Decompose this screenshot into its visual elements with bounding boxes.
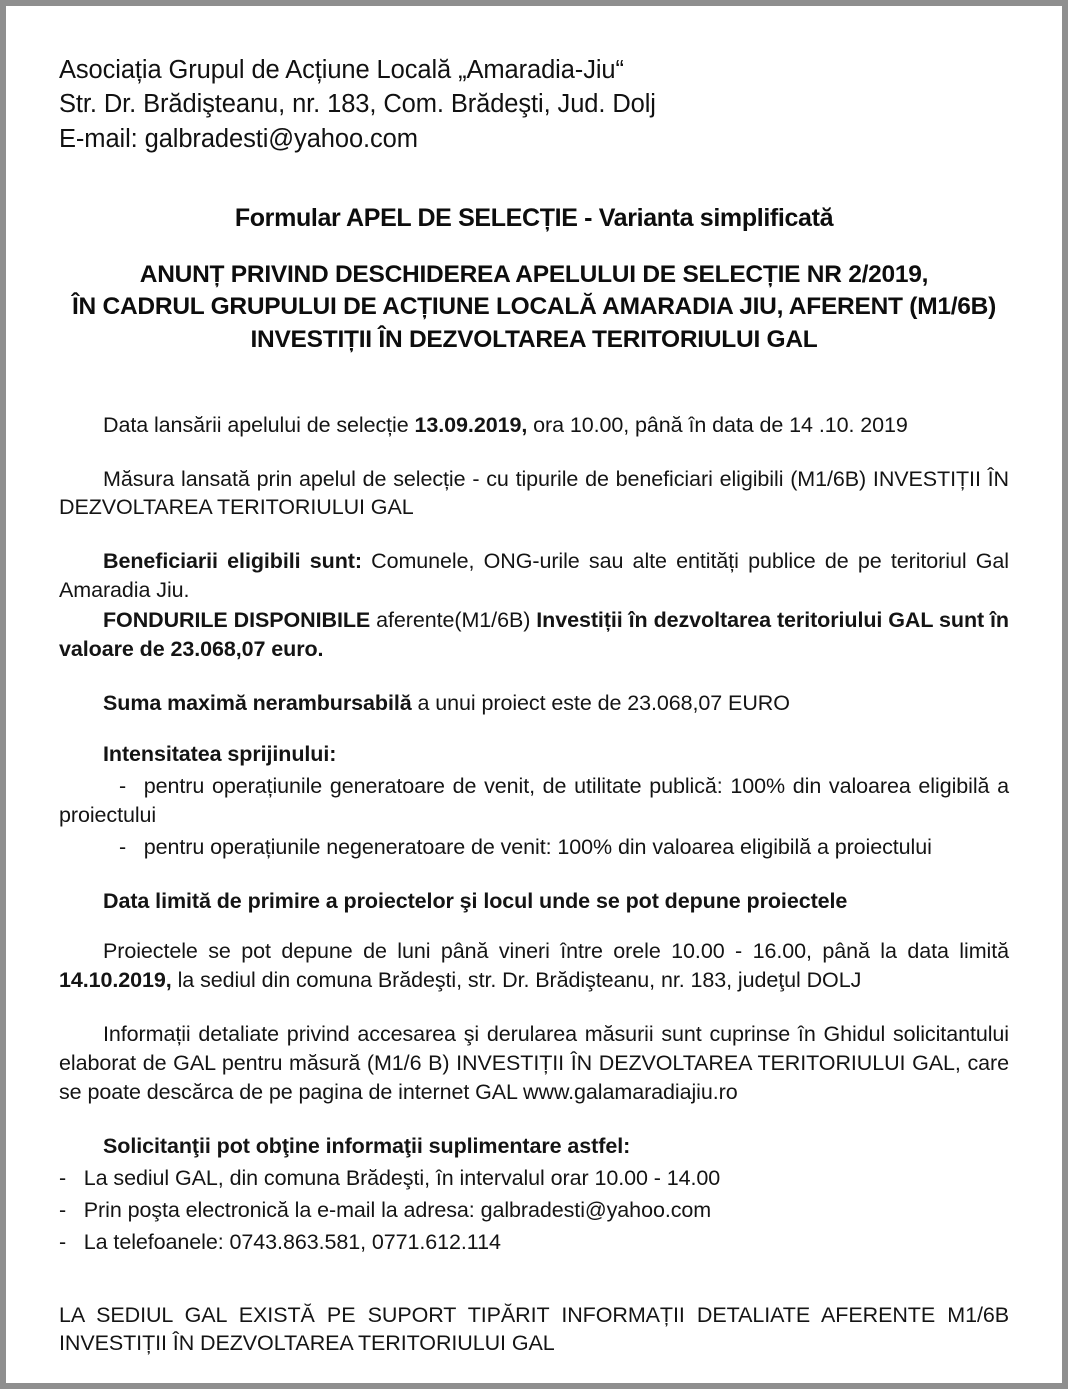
- intensity-heading: [59, 740, 1009, 769]
- letterhead-email: E-mail: galbradesti@yahoo.com: [59, 124, 418, 153]
- launch-date-paragraph: [59, 411, 1009, 440]
- launch-date-value: 13.09.2019,: [414, 412, 528, 437]
- deadline-paragraph: [59, 937, 1009, 995]
- beneficiaries-paragraph: [59, 547, 1009, 605]
- dash-bullet-icon: -: [119, 773, 127, 798]
- intensity-item-2-text: pentru operațiunile negeneratoare de venit: 100% din valoarea eligibilă a proiectului: [143, 834, 932, 859]
- beneficiaries-text: Comunele, ONG-urile sau alte entități publice de pe teritoriul Gal Amaradia Jiu.: [59, 549, 1009, 603]
- contact-item-1-text: La sediul GAL, din comuna Brădeşti, în intervalul orar 10.00 - 14.00: [83, 1165, 721, 1190]
- launch-date-prefix: Data lansării apelului de selecție: [103, 412, 415, 437]
- letterhead: [59, 53, 1009, 156]
- funds-middle: aferente(M1/6B): [370, 608, 537, 633]
- launch-date-suffix: ora 10.00, până în data de 14 .10. 2019: [527, 412, 908, 437]
- intensity-heading-text: Intensitatea sprijinului:: [103, 741, 337, 766]
- measure-paragraph: Măsura lansată prin apelul de selecție - cu tipurile de beneficiari eligibili (M1/6B) INVESTIȚII ÎN DEZVOLTAREA TERITORIULUI GAL: [59, 466, 1009, 520]
- details-paragraph: Informații detaliate privind accesarea şi derularea măsurii sunt cuprinse în Ghidul solicitantului elaborat de GAL pentru măsură (M1/6 B) INVESTIȚII ÎN DEZVOLTAREA TERITORIULUI GAL, care se poate descărca de pe pagina de internet GAL www.galamaradiajiu.ro: [59, 1022, 1009, 1105]
- dash-bullet-icon: -: [119, 834, 127, 859]
- max-amount-text: a unui proiect este de 23.068,07 EURO: [411, 690, 790, 715]
- intensity-item-1: [59, 772, 1009, 830]
- document-subtitle: [59, 259, 1009, 357]
- contact-item-1: [59, 1164, 1009, 1193]
- deadline-suffix: la sediul din comuna Brădeşti, str. Dr. Brădişteanu, nr. 183, judeţul DOLJ: [171, 968, 862, 993]
- dash-bullet-icon: -: [59, 1165, 67, 1190]
- deadline-prefix: Proiectele se pot depune de luni până vineri între orele 10.00 - 16.00, până la data limită: [103, 939, 1009, 964]
- max-amount-label: Suma maximă nerambursabilă: [103, 690, 412, 715]
- contact-item-3: [59, 1228, 1009, 1257]
- intensity-item-2: [59, 833, 1009, 862]
- contact-heading-text: Solicitanţii pot obţine informaţii suplimentare astfel:: [103, 1133, 631, 1158]
- letterhead-organization: Asociația Grupul de Acțiune Locală „Amaradia-Jiu“: [59, 56, 624, 84]
- funds-value: Investiții în dezvoltarea teritoriului GAL sunt în valoare de 23.068,07 euro.: [59, 608, 1009, 662]
- deadline-heading-text: Data limită de primire a proiectelor şi locul unde se pot depune proiectele: [103, 888, 848, 913]
- intensity-item-1-text: pentru operațiunile generatoare de venit, de utilitate publică: 100% din valoarea eligibilă a proiectului: [59, 773, 1009, 827]
- funds-paragraph: [59, 606, 1009, 664]
- contact-item-2: [59, 1196, 1009, 1225]
- deadline-heading: [59, 887, 1009, 916]
- subtitle-line-3: INVESTIȚII ÎN DEZVOLTAREA TERITORIULUI GAL: [250, 326, 818, 354]
- document-page: [6, 6, 1062, 1383]
- document-title: Formular APEL DE SELECȚIE - Varianta simplificată: [234, 203, 834, 232]
- funds-label: FONDURILE DISPONIBILE: [103, 608, 371, 633]
- dash-bullet-icon: -: [59, 1229, 67, 1254]
- subtitle-line-1: ANUNȚ PRIVIND DESCHIDEREA APELULUI DE SELECȚIE NR 2/2019,: [139, 260, 929, 288]
- footer-note: LA SEDIUL GAL EXISTĂ PE SUPORT TIPĂRIT INFORMAȚII DETALIATE AFERENTE M1/6B INVESTIȚII ÎN DEZVOLTAREA TERITORIULUI GAL: [59, 1302, 1009, 1356]
- beneficiaries-label: Beneficiarii eligibili sunt:: [103, 549, 362, 574]
- contact-item-2-text: Prin poşta electronică la e-mail la adresa: galbradesti@yahoo.com: [83, 1197, 712, 1222]
- dash-bullet-icon: -: [59, 1197, 67, 1222]
- contact-heading: [59, 1132, 1009, 1161]
- contact-item-3-text: La telefoanele: 0743.863.581, 0771.612.114: [83, 1229, 501, 1254]
- letterhead-address: Str. Dr. Brădişteanu, nr. 183, Com. Brădeşti, Jud. Dolj: [59, 90, 656, 119]
- max-amount-paragraph: [59, 689, 1009, 718]
- subtitle-line-2: ÎN CADRUL GRUPULUI DE ACȚIUNE LOCALĂ AMARADIA JIU, AFERENT (M1/6B): [71, 293, 997, 321]
- document-body: [59, 411, 1009, 1359]
- deadline-date: 14.10.2019,: [59, 968, 172, 993]
